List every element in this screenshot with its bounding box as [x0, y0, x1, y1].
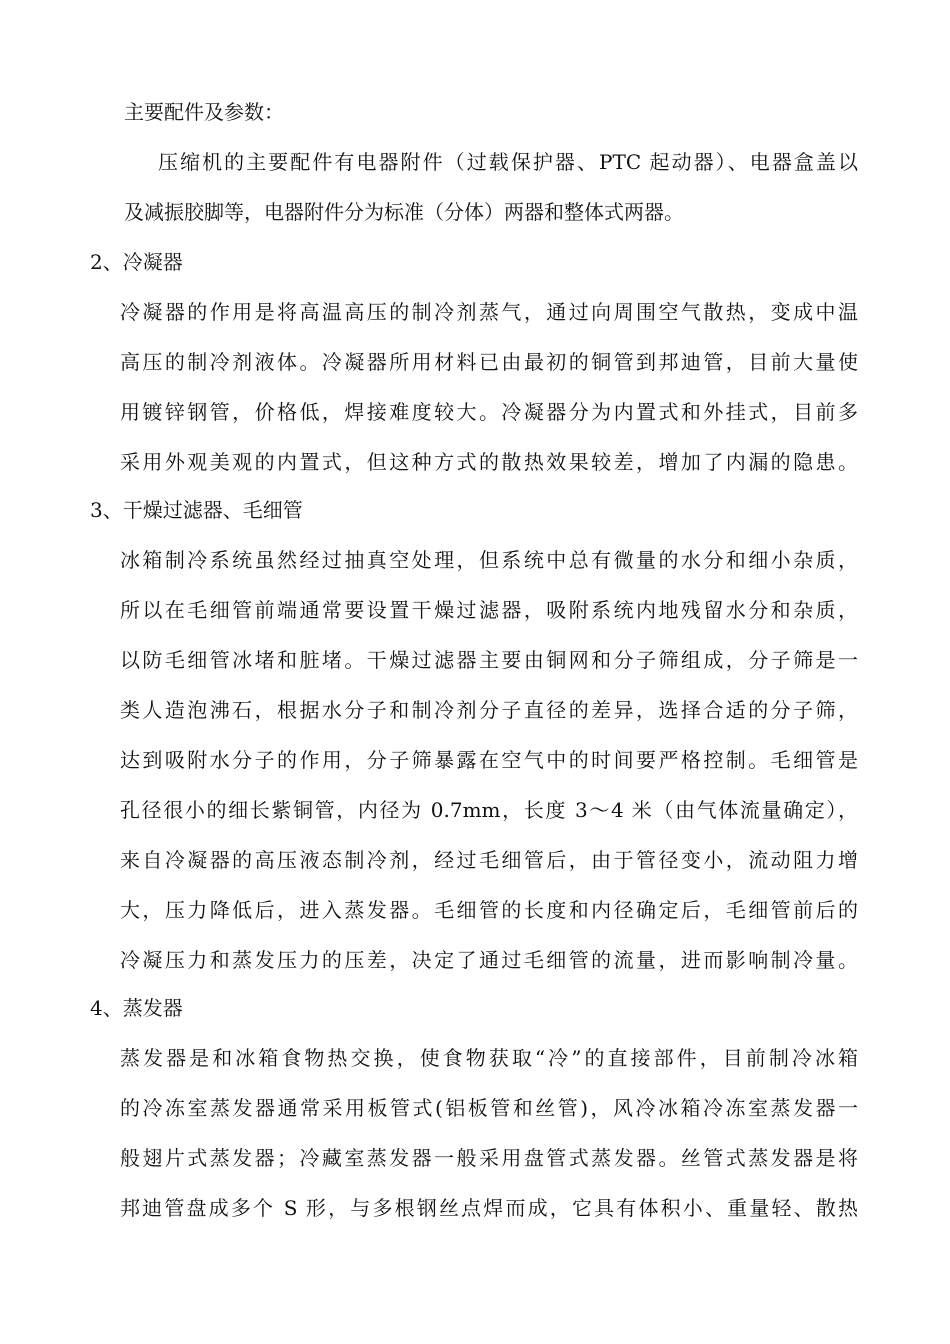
paragraph-line: 高压的制冷剂液体。冷凝器所用材料已由最初的铜管到邦迪管，目前大量使: [120, 350, 858, 374]
paragraph-line: 邦迪管盘成多个 S 形，与多根钢丝点焊而成，它具有体积小、重量轻、散热: [120, 1196, 858, 1220]
section-heading-condenser: 2、冷凝器: [90, 250, 183, 274]
paragraph-line: 冰箱制冷系统虽然经过抽真空处理，但系统中总有微量的水分和细小杂质，: [120, 548, 858, 572]
paragraph-line: 压缩机的主要配件有电器附件（过载保护器、PTC 起动器）、电器盒盖以: [158, 150, 858, 174]
subheading-main-parts: 主要配件及参数：: [124, 100, 284, 124]
paragraph-line: 冷凝器的作用是将高温高压的制冷剂蒸气，通过向周围空气散热，变成中温: [120, 300, 858, 324]
paragraph-line: 般翅片式蒸发器；冷藏室蒸发器一般采用盘管式蒸发器。丝管式蒸发器是将: [120, 1146, 858, 1170]
paragraph-line: 达到吸附水分子的作用，分子筛暴露在空气中的时间要严格控制。毛细管是: [120, 748, 858, 772]
paragraph-line: 来自冷凝器的高压液态制冷剂，经过毛细管后，由于管径变小，流动阻力增: [120, 848, 858, 872]
paragraph-line: 孔径很小的细长紫铜管，内径为 0.7mm，长度 3～4 米（由气体流量确定），: [120, 798, 858, 822]
paragraph-line: 蒸发器是和冰箱食物热交换，使食物获取“冷”的直接部件，目前制冷冰箱: [120, 1046, 858, 1070]
paragraph-line: 所以在毛细管前端通常要设置干燥过滤器，吸附系统内地残留水分和杂质，: [120, 598, 858, 622]
paragraph-line: 及减振胶脚等，电器附件分为标准（分体）两器和整体式两器。: [124, 200, 684, 224]
paragraph-line: 的冷冻室蒸发器通常采用板管式(铝板管和丝管)，风冷冰箱冷冻室蒸发器一: [120, 1096, 858, 1120]
paragraph-line: 用镀锌钢管，价格低，焊接难度较大。冷凝器分为内置式和外挂式，目前多: [120, 400, 858, 424]
paragraph-line: 冷凝压力和蒸发压力的压差，决定了通过毛细管的流量，进而影响制冷量。: [120, 948, 858, 972]
paragraph-line: 采用外观美观的内置式，但这种方式的散热效果较差，增加了内漏的隐患。: [120, 450, 858, 474]
section-heading-evaporator: 4、蒸发器: [90, 996, 183, 1020]
paragraph-line: 类人造泡沸石，根据水分子和制冷剂分子直径的差异，选择合适的分子筛，: [120, 698, 858, 722]
section-heading-dryer-capillary: 3、干燥过滤器、毛细管: [90, 498, 303, 522]
paragraph-line: 大，压力降低后，进入蒸发器。毛细管的长度和内径确定后，毛细管前后的: [120, 898, 858, 922]
paragraph-line: 以防毛细管冰堵和脏堵。干燥过滤器主要由铜网和分子筛组成，分子筛是一: [120, 648, 858, 672]
